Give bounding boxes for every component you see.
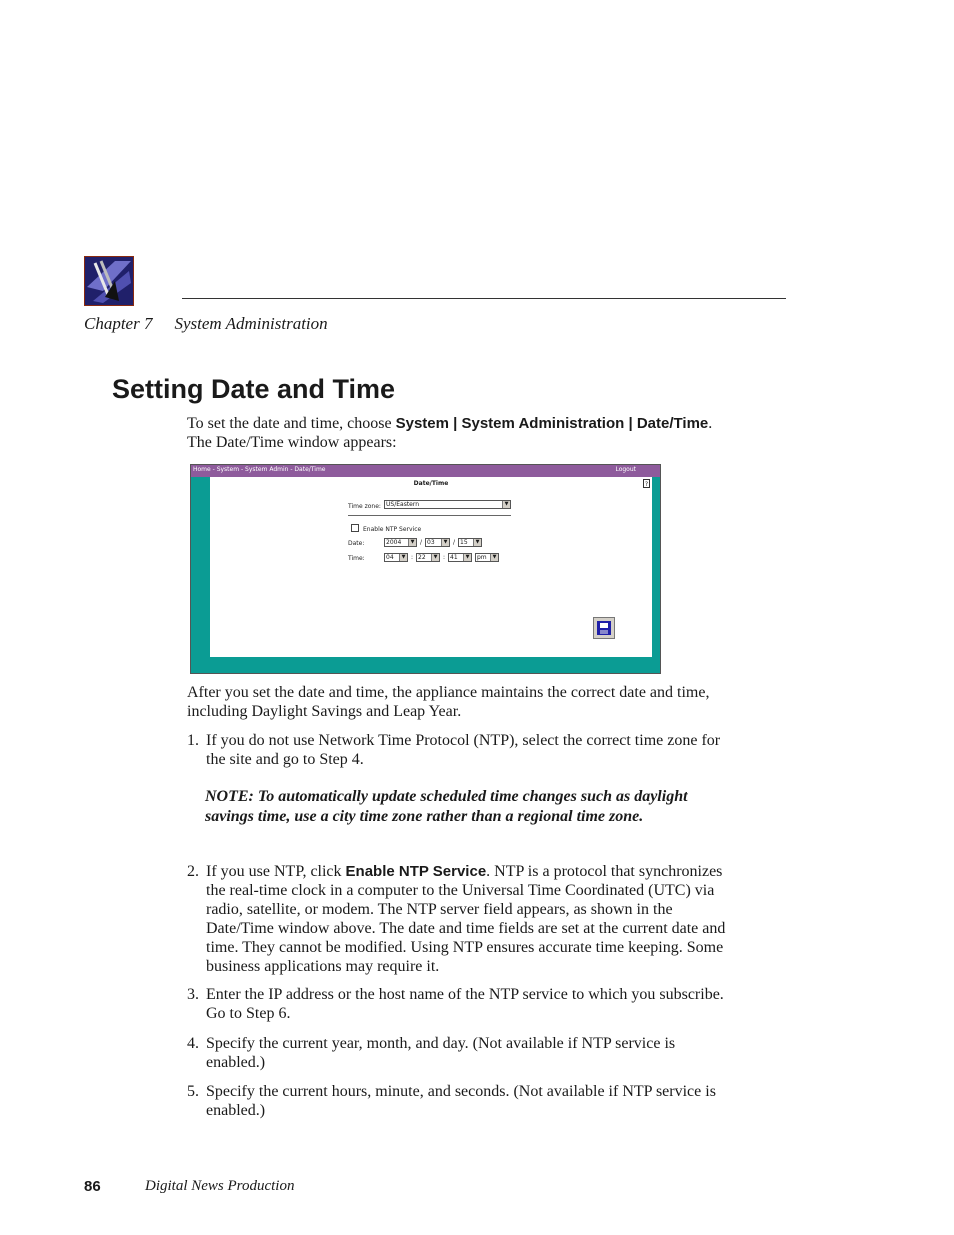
month-select[interactable]	[425, 538, 450, 547]
menu-path: System | System Administration | Date/Time	[395, 415, 709, 432]
note: NOTE: To automatically update scheduled time changes such as daylight savings time, use a city time zone rather than a regional time zone.	[205, 788, 688, 825]
ampm-select[interactable]	[475, 553, 499, 562]
time-label: Time:	[348, 555, 365, 562]
help-icon[interactable]: ?	[644, 481, 649, 488]
chevron-down-icon: ▼	[463, 554, 471, 561]
chevron-down-icon: ▼	[502, 501, 510, 508]
timezone-value: US/Eastern	[386, 501, 420, 508]
datetime-panel	[210, 477, 652, 657]
date-separator: /	[420, 539, 423, 546]
step-number: 5.	[187, 1083, 199, 1100]
ntp-label: Enable NTP Service	[363, 526, 422, 533]
datetime-window-screenshot	[190, 464, 661, 674]
step-text: Specify the current year, month, and day. (Not available if NTP service is enabled.)	[206, 1035, 676, 1071]
timezone-divider	[348, 515, 511, 516]
year-value: 2004	[386, 539, 402, 546]
chevron-down-icon: ▼	[408, 539, 416, 546]
step-text-post: . NTP is a protocol that synchronizes the real-time clock in a computer to the Universal Time Coordinated (UTC) via radio, satellite, or modem. The NTP server field appears, as shown in the Date/Time window above. The date and time fields are set at the current date and time. They cannot be modified. Using NTP ensures accurate time keeping. Some business applications may require it.	[206, 863, 726, 975]
chapter-label: Chapter 7	[84, 314, 153, 333]
time-separator: :	[443, 554, 446, 561]
after-paragraph: After you set the date and time, the appliance maintains the correct date and time, including Daylight Savings and Leap Year.	[187, 684, 710, 720]
chevron-down-icon: ▼	[473, 539, 481, 546]
save-button[interactable]	[593, 617, 615, 639]
month-value: 03	[427, 539, 435, 546]
breadcrumb[interactable]: Home - System - System Admin - Date/Time	[193, 466, 326, 473]
intro-text-1: To set the date and time, choose	[187, 415, 396, 432]
step-text: If you do not use Network Time Protocol (NTP), select the correct time zone for the site and go to Step 4.	[206, 732, 721, 768]
window-heading: Date/Time	[413, 480, 449, 487]
product-logo-icon	[84, 256, 134, 306]
day-value: 15	[460, 539, 468, 546]
book-title: Digital News Production	[145, 1178, 295, 1194]
chevron-down-icon: ▼	[441, 539, 449, 546]
chevron-down-icon: ▼	[399, 554, 407, 561]
ampm-value: pm	[477, 554, 487, 561]
second-value: 41	[450, 554, 458, 561]
year-select[interactable]	[384, 538, 417, 547]
page-title: Setting Date and Time	[112, 374, 396, 404]
hour-select[interactable]	[384, 553, 408, 562]
ntp-checkbox[interactable]	[351, 524, 359, 532]
page-number: 86	[84, 1178, 101, 1195]
floppy-disk-icon	[597, 621, 611, 635]
day-select[interactable]	[458, 538, 482, 547]
logout-link[interactable]: Logout	[615, 466, 636, 473]
header-rule	[182, 298, 786, 299]
step-number: 3.	[187, 986, 199, 1003]
list-item	[187, 985, 727, 1023]
enable-ntp-ref: Enable NTP Service	[345, 863, 487, 880]
minute-value: 22	[418, 554, 426, 561]
step-number: 2.	[187, 863, 199, 880]
intro-text-2: . The Date/Time window appears:	[187, 415, 713, 451]
second-select[interactable]	[448, 553, 472, 562]
date-separator: /	[453, 539, 456, 546]
list-item	[187, 862, 727, 976]
hour-value: 04	[386, 554, 394, 561]
step-text: Specify the current hours, minute, and seconds. (Not available if NTP service is enabled.)	[206, 1083, 716, 1119]
intro-paragraph	[187, 414, 727, 452]
date-label: Date:	[348, 540, 365, 547]
minute-select[interactable]	[416, 553, 440, 562]
list-item	[187, 1034, 727, 1072]
timezone-select[interactable]	[384, 500, 511, 509]
chevron-down-icon: ▼	[490, 554, 498, 561]
window-nav-bar	[191, 465, 660, 477]
chevron-down-icon: ▼	[431, 554, 439, 561]
step-number: 1.	[187, 732, 199, 749]
timezone-label: Time zone:	[348, 503, 381, 510]
step-text	[206, 862, 727, 976]
time-separator: :	[411, 554, 414, 561]
step-text: Enter the IP address or the host name of the NTP service to which you subscribe. Go to Step 6.	[206, 986, 724, 1022]
running-header	[84, 314, 328, 334]
section-label: System Administration	[174, 314, 328, 333]
step-text-pre: If you use NTP, click	[206, 863, 346, 880]
list-item	[187, 1082, 727, 1120]
step-number: 4.	[187, 1035, 199, 1052]
list-item	[187, 731, 727, 769]
